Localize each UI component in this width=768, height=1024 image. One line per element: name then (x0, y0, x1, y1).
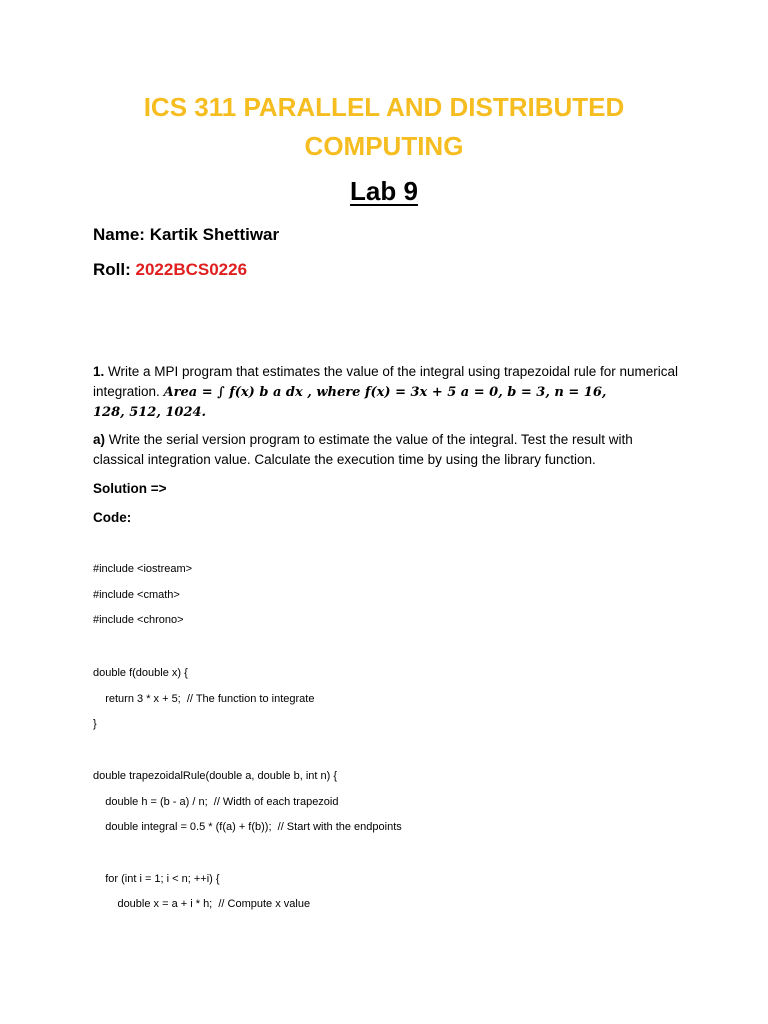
part-a-text: Write the serial version program to estimate the value of the integral. Test the result with classical integration value. Calculate the execution time by using the library function. (93, 432, 633, 467)
title-line-1: ICS 311 PARALLEL AND DISTRIBUTED (143, 92, 625, 122)
question-formula-2: 128, 512, 1024. (93, 405, 207, 420)
lab-heading: Lab 9 (350, 176, 418, 206)
code-line: double integral = 0.5 * (f(a) + f(b)); // Start with the endpoints (93, 821, 402, 833)
name-label: Name: (93, 225, 145, 244)
question-formula-1: Area = ∫ f(x) b a dx , where f(x) = 3x + 5 a = 0, b = 3, n = 16, (163, 384, 607, 400)
roll-value: 2022BCS0226 (135, 260, 248, 279)
code-line: double f(double x) { (93, 667, 188, 679)
code-line: } (93, 718, 97, 730)
code-line: #include <chrono> (93, 614, 184, 626)
roll-label: Roll: (93, 260, 131, 279)
code-line: double h = (b - a) / n; // Width of each trapezoid (93, 796, 339, 808)
question-text: Write a MPI program that estimates the value of the integral using trapezoidal rule for numerical integration. (93, 364, 679, 399)
code-line: #include <iostream> (93, 563, 193, 575)
solution-label: Solution => (93, 481, 167, 496)
part-a-label: a) (93, 432, 106, 447)
part-a (93, 430, 683, 469)
student-roll (93, 260, 247, 280)
document-title (0, 88, 768, 166)
name-value: Kartik Shettiwar (149, 225, 280, 244)
question-1 (93, 362, 683, 423)
code-line: double x = a + i * h; // Compute x value (93, 898, 311, 910)
code-line: #include <cmath> (93, 589, 180, 601)
code-line: return 3 * x + 5; // The function to integrate (93, 693, 315, 705)
title-line-2: COMPUTING (304, 131, 464, 161)
code-line: for (int i = 1; i < n; ++i) { (93, 873, 220, 885)
code-line: double trapezoidalRule(double a, double b, int n) { (93, 770, 338, 782)
question-number: 1. (93, 364, 105, 379)
code-label: Code: (93, 510, 132, 525)
student-name (93, 225, 279, 245)
